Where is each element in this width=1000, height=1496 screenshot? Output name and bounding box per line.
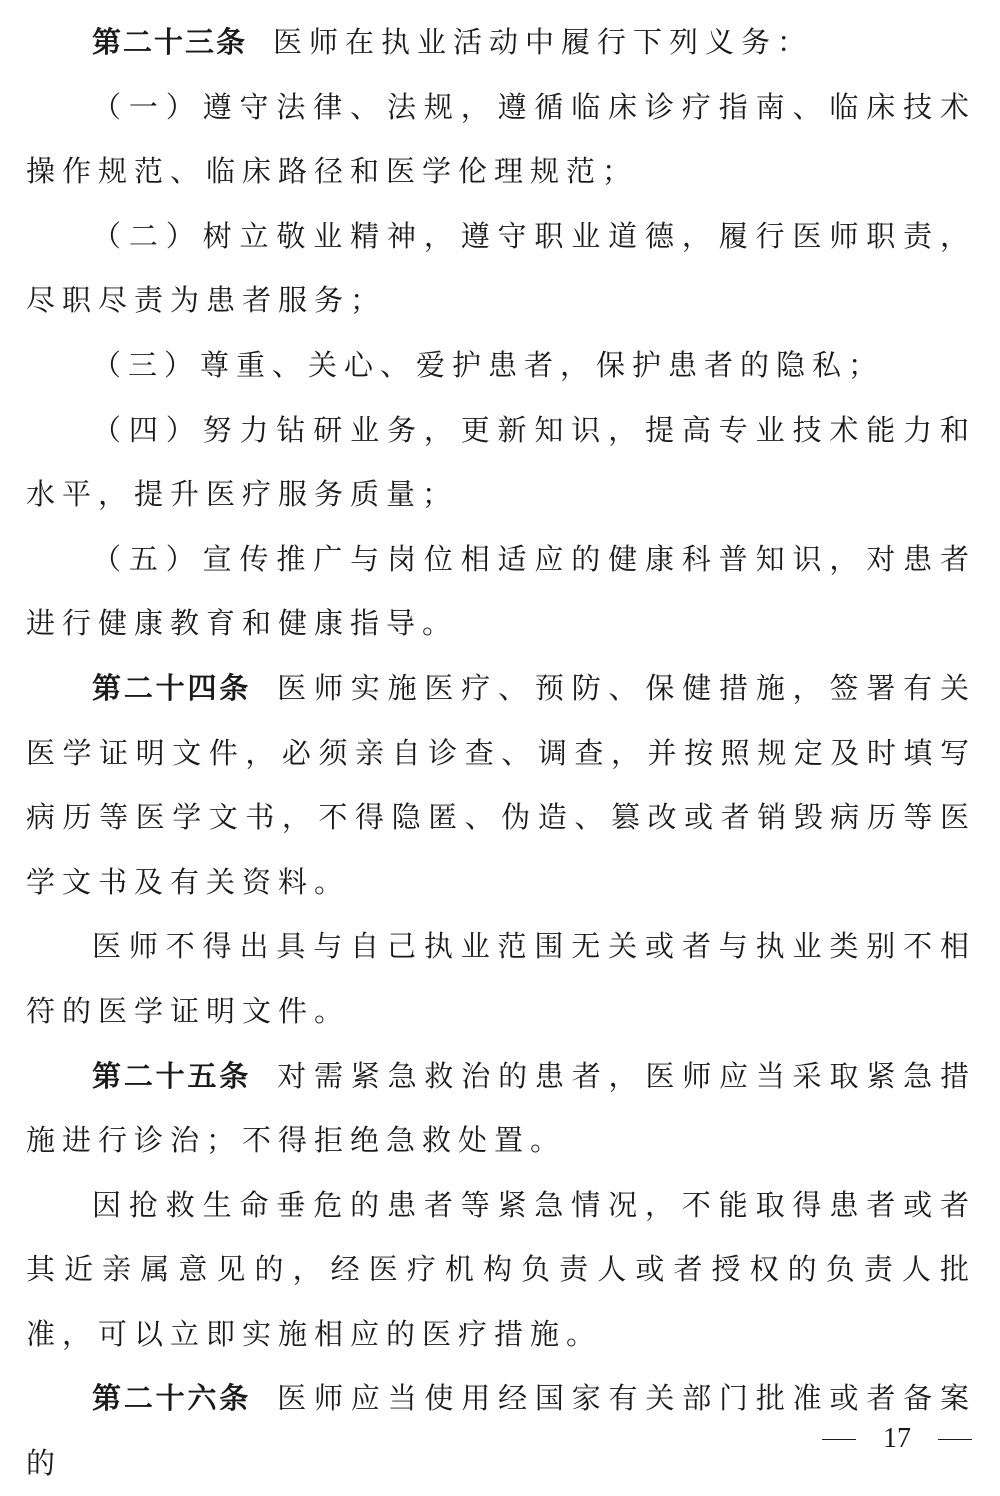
paragraph-text: （五）宣传推广与岗位相适应的健康科普知识，对患者进行健康教育和健康指导。 [26,541,976,641]
article-heading: 第二十四条 [92,670,252,705]
paragraph-text: （一）遵守法律、法规，遵循临床诊疗指南、临床技术操作规范、临床路径和医学伦理规范； [26,89,976,189]
paragraph-text: 医师实施医疗、预防、保健措施，签署有关医学证明文件，必须亲自诊查、调查，并按照规定及时填写病历等医学文书，不得隐匿、伪造、篡改或者销毁病历等医学文书及有关资料。 [26,670,976,899]
page-number: 17 [883,1423,911,1454]
paragraph-article-24-clause-2 [26,914,976,1043]
paragraph-obligation-3 [26,333,976,398]
paragraph-text: 医师在执业活动中履行下列义务： [273,25,814,59]
paragraph-obligation-1 [26,75,976,204]
article-heading: 第二十三条 [92,25,248,59]
paragraph-text: （二）树立敬业精神，遵守职业道德，履行医师职责，尽职尽责为患者服务； [26,218,976,318]
footer-dash-right [938,1439,972,1440]
document-body [26,10,976,1496]
paragraph-obligation-2 [26,204,976,333]
paragraph-text: 医师不得出具与自己执业范围无关或者与执业类别不相符的医学证明文件。 [26,929,976,1028]
paragraph-text: 因抢救生命垂危的患者等紧急情况，不能取得患者或者其近亲属意见的，经医疗机构负责人或者授权的负责人批准，可以立即实施相应的医疗措施。 [26,1187,976,1351]
paragraph-article-25 [26,1044,976,1173]
paragraph-article-24 [26,656,976,914]
paragraph-article-23 [26,10,976,75]
paragraph-text: （三）尊重、关心、爱护患者，保护患者的隐私； [92,347,885,382]
paragraph-obligation-5 [26,527,976,656]
paragraph-obligation-4 [26,398,976,527]
page-footer [822,1419,972,1459]
article-heading: 第二十六条 [92,1381,252,1416]
paragraph-text: 对需紧急救治的患者，医师应当采取紧急措施进行诊治；不得拒绝急救处置。 [26,1058,976,1158]
paragraph-article-25-clause-2 [26,1173,976,1367]
paragraph-text: 医师应当使用经国家有关部门批准或者备案的 [26,1381,976,1481]
footer-dash-left [822,1439,856,1440]
paragraph-text: （四）努力钻研业务，更新知识，提高专业技术能力和水平，提升医疗服务质量； [26,412,976,512]
article-heading: 第二十五条 [92,1058,252,1093]
